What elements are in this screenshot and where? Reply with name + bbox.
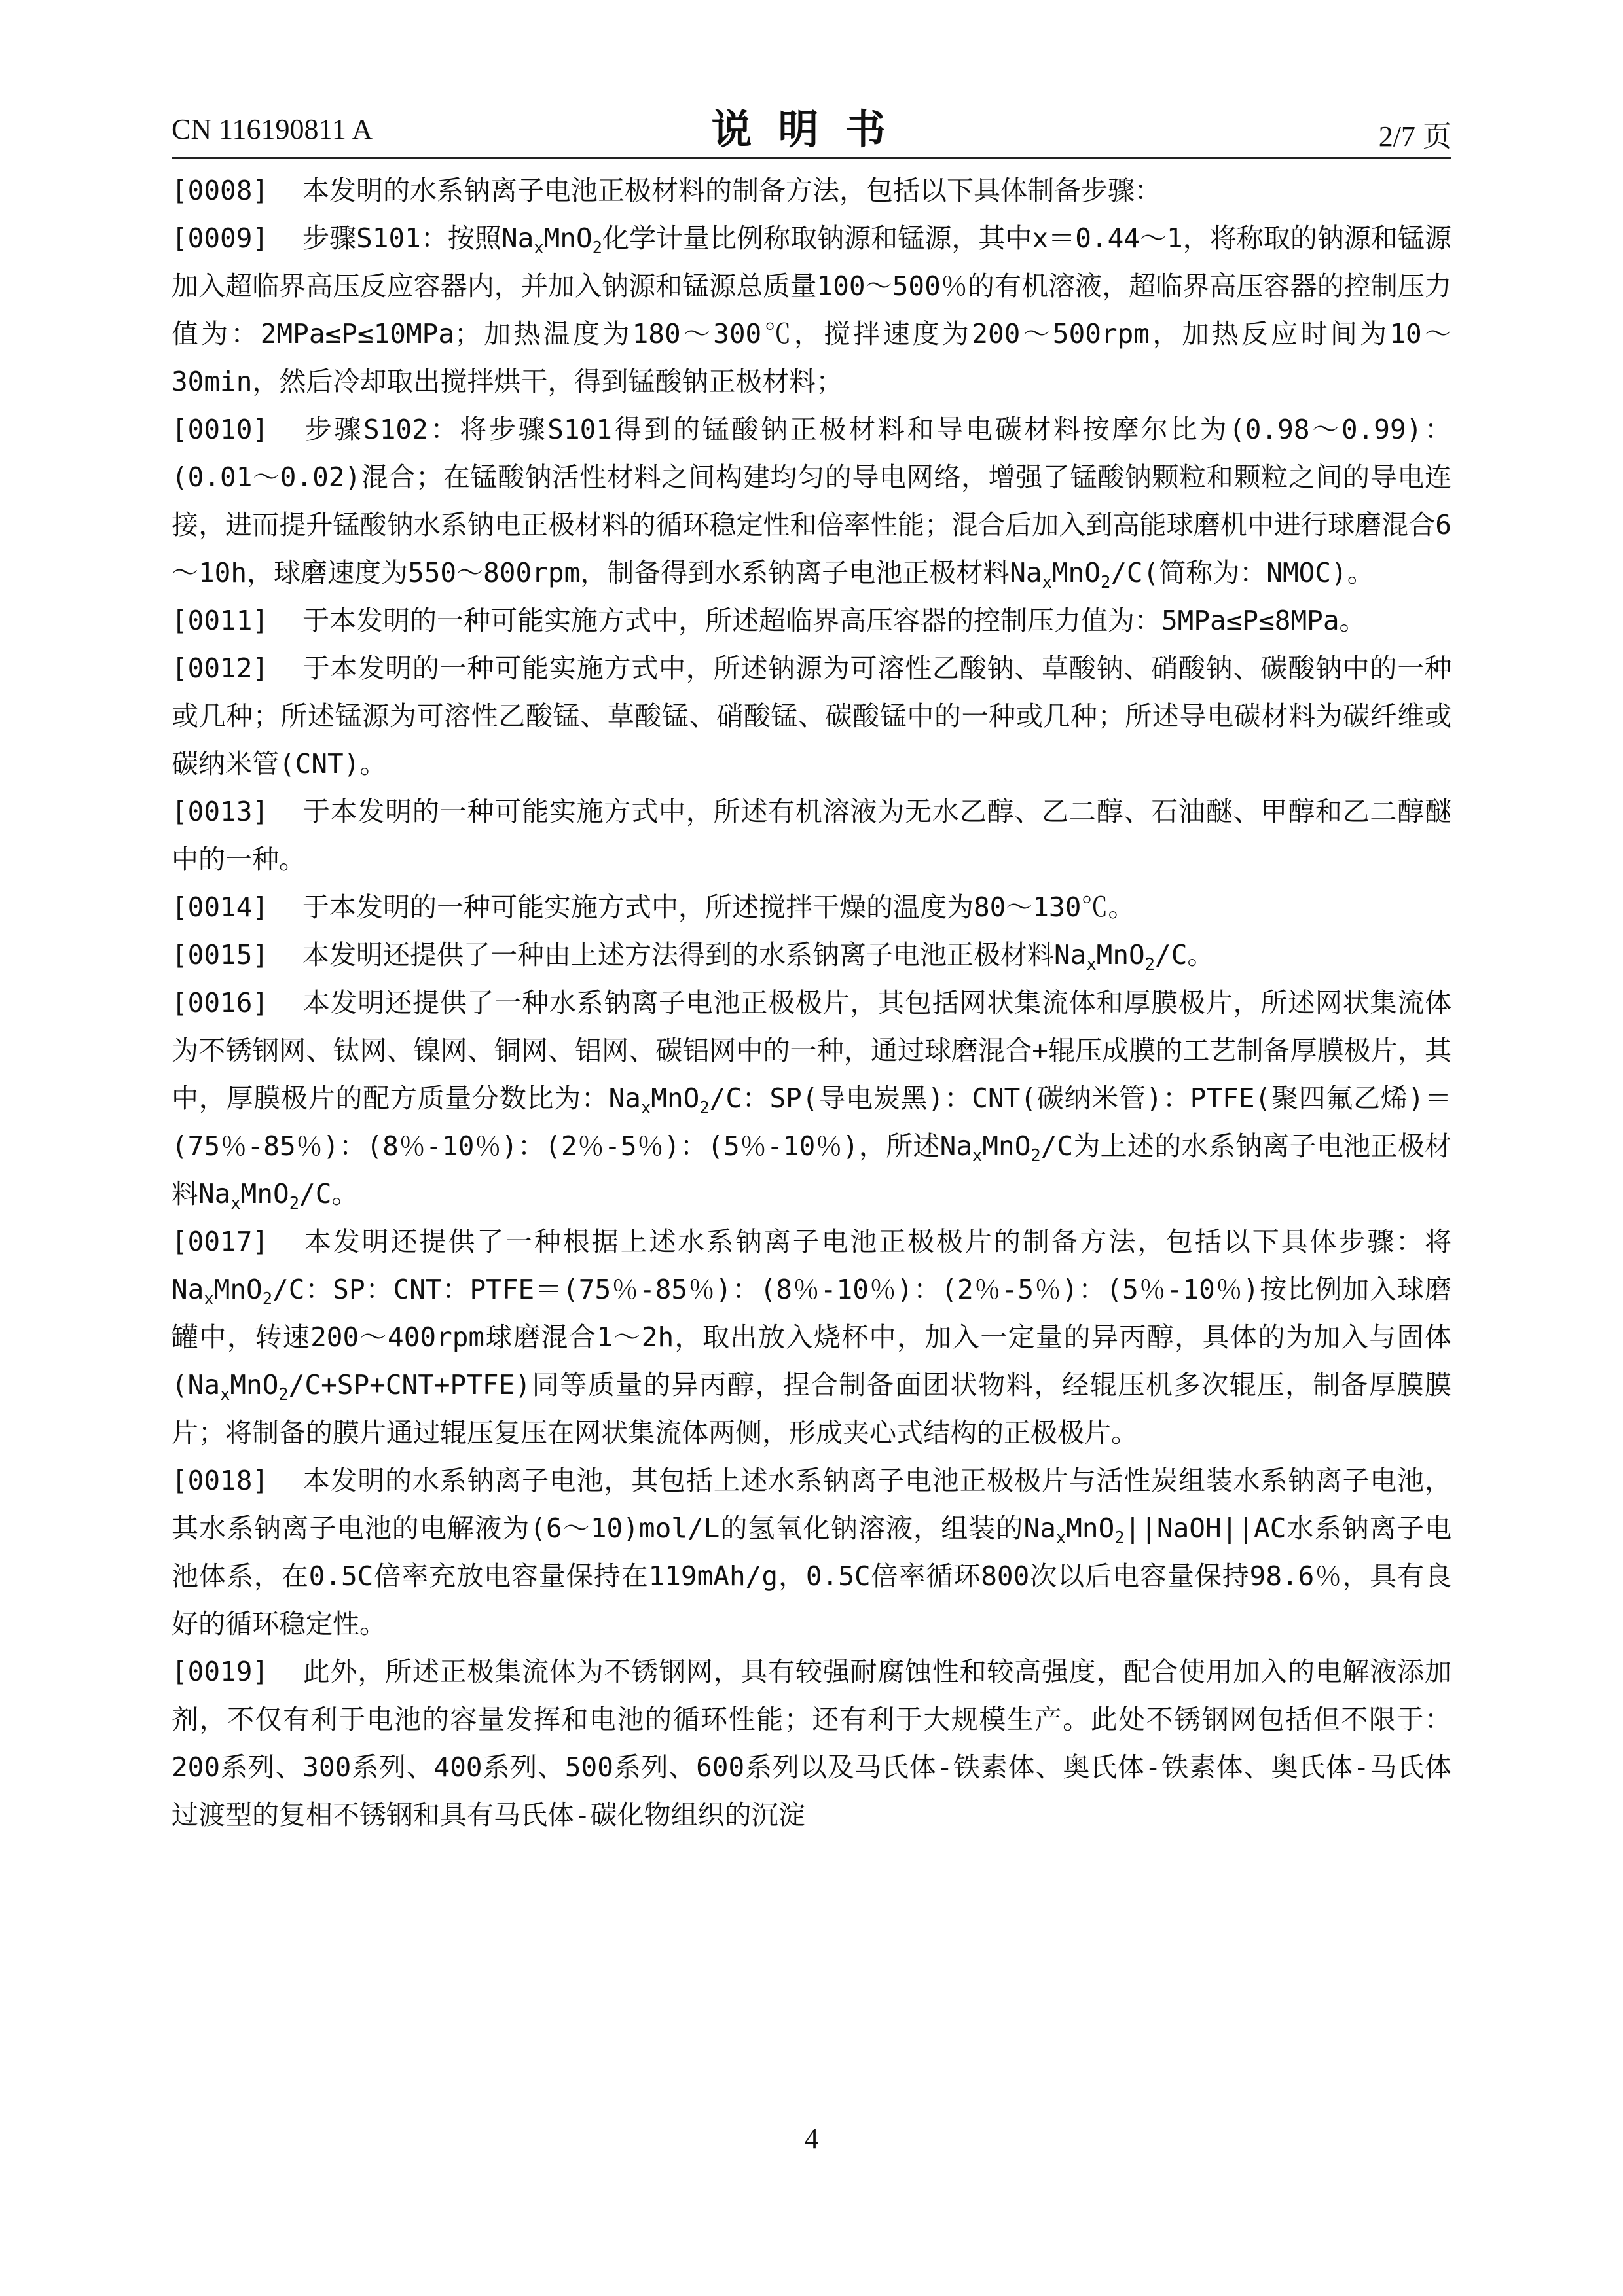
paragraph-text: 于本发明的一种可能实施方式中，所述超临界高压容器的控制压力值为：5MPa≤P≤8MPa。: [302, 605, 1366, 636]
paragraph-number: [0010]: [172, 414, 269, 445]
description-body: [172, 167, 1451, 1839]
paragraph-number: [0012]: [172, 653, 269, 684]
paragraph: [172, 1218, 1451, 1457]
paragraph: [172, 406, 1451, 597]
page-title: 说明书: [711, 105, 912, 153]
header-rule: [172, 157, 1451, 159]
paragraph-number: [0015]: [172, 939, 269, 971]
paragraph-number: [0011]: [172, 605, 269, 636]
paragraph-text: 本发明的水系钠离子电池，其包括上述水系钠离子电池正极极片与活性炭组装水系钠离子电池，其水系钠离子电池的电解液为(6～10)mol/L的氢氧化钠溶液，组装的$Na_xMnO_2||NaOH||AC$水系钠离子电池体系，在0.5C倍率充放电容量保持在119mAh/g，0.5C倍率循环800次以后电容量保持98.6％，具有良好的循环稳定性。: [172, 1465, 1451, 1640]
paragraph: [172, 931, 1451, 979]
paragraph: [172, 215, 1451, 406]
paragraph-text: 本发明的水系钠离子电池正极材料的制备方法，包括以下具体制备步骤：: [302, 175, 1161, 206]
paragraph-number: [0019]: [172, 1656, 269, 1687]
paragraph-text: 于本发明的一种可能实施方式中，所述钠源为可溶性乙酸钠、草酸钠、硝酸钠、碳酸钠中的一种或几种；所述锰源为可溶性乙酸锰、草酸锰、硝酸锰、碳酸锰中的一种或几种；所述导电碳材料为碳纤维或碳纳米管(CNT)。: [172, 653, 1451, 780]
paragraph: [172, 597, 1451, 645]
paragraph: [172, 884, 1451, 931]
paragraph-text: 本发明还提供了一种根据上述水系钠离子电池正极极片的制备方法，包括以下具体步骤：将$Na_xMnO_2/C$：SP：CNT：PTFE＝(75％-85％)：(8％-10％)：(2％-5％)：(5％-10％)按比例加入球磨罐中，转速200～400rpm球磨混合1～2h，取出放入烧杯中，加入一定量的异丙醇，具体的为加入与固体$(Na_xMnO_2/C+SP+CNT+PTFE)$同等质量的异丙醇，捏合制备面团状物料，经辊压机多次辊压，制备厚膜膜片；将制备的膜片通过辊压复压在网状集流体两侧，形成夹心式结构的正极极片。: [172, 1226, 1451, 1448]
publication-number: CN 116190811 A: [172, 113, 373, 145]
paragraph-text: 本发明还提供了一种由上述方法得到的水系钠离子电池正极材料$Na_xMnO_2/C$。: [302, 939, 1214, 974]
page-number: 4: [804, 2123, 819, 2155]
paragraph-number: [0017]: [172, 1226, 269, 1257]
paragraph: [172, 979, 1451, 1218]
paragraph-number: [0014]: [172, 891, 269, 923]
page-header: [172, 97, 1451, 156]
paragraph: [172, 645, 1451, 788]
paragraph-text: 此外，所述正极集流体为不锈钢网，具有较强耐腐蚀性和较高强度，配合使用加入的电解液添加剂，不仅有利于电池的容量发挥和电池的循环性能；还有利于大规模生产。此处不锈钢网包括但不限于：200系列、300系列、400系列、500系列、600系列以及马氏体-铁素体、奥氏体-铁素体、奥氏体-马氏体过渡型的复相不锈钢和具有马氏体-碳化物组织的沉淀: [172, 1656, 1451, 1831]
paragraph-number: [0008]: [172, 175, 269, 206]
paragraph-text: 于本发明的一种可能实施方式中，所述搅拌干燥的温度为80～130℃。: [302, 891, 1135, 923]
paragraph: [172, 1648, 1451, 1839]
paragraph-number: [0018]: [172, 1465, 269, 1496]
paragraph: [172, 167, 1451, 215]
paragraph-number: [0013]: [172, 796, 269, 827]
paragraph-text: 于本发明的一种可能实施方式中，所述有机溶液为无水乙醇、乙二醇、石油醚、甲醇和乙二醇醚中的一种。: [172, 796, 1451, 875]
paragraph-text: 步骤S102：将步骤S101得到的锰酸钠正极材料和导电碳材料按摩尔比为(0.98～0.99)：(0.01～0.02)混合；在锰酸钠活性材料之间构建均匀的导电网络，增强了锰酸钠颗粒和颗粒之间的导电连接，进而提升锰酸钠水系钠电正极材料的循环稳定性和倍率性能；混合后加入到高能球磨机中进行球磨混合6～10h，球磨速度为550～800rpm，制备得到水系钠离子电池正极材料$Na_xMnO_2/C$(简称为：NMOC)。: [172, 414, 1451, 592]
paragraph-number: [0016]: [172, 987, 269, 1018]
paragraph: [172, 788, 1451, 884]
paragraph-text: 本发明还提供了一种水系钠离子电池正极极片，其包括网状集流体和厚膜极片，所述网状集流体为不锈钢网、钛网、镍网、铜网、铝网、碳铝网中的一种，通过球磨混合+辊压成膜的工艺制备厚膜极片，其中，厚膜极片的配方质量分数比为：$Na_xMnO_2/C$：SP(导电炭黑)：CNT(碳纳米管)：PTFE(聚四氟乙烯)＝(75％-85％)：(8％-10％)：(2％-5％)：(5％-10％)，所述$Na_xMnO_2/C$为上述的水系钠离子电池正极材料$Na_xMnO_2/C$。: [172, 987, 1451, 1213]
paragraph-number: [0009]: [172, 223, 269, 254]
paragraph: [172, 1457, 1451, 1648]
paragraph-text: 步骤S101：按照$Na_xMnO_2$化学计量比例称取钠源和锰源，其中x＝0.44～1，将称取的钠源和锰源加入超临界高压反应容器内，并加入钠源和锰源总质量100～500％的有机溶液，超临界高压容器的控制压力值为：2MPa≤P≤10MPa；加热温度为180～300℃，搅拌速度为200～500rpm，加热反应时间为10～30min，然后冷却取出搅拌烘干，得到锰酸钠正极材料；: [172, 223, 1451, 397]
page-indicator: 2/7 页: [1378, 120, 1451, 152]
